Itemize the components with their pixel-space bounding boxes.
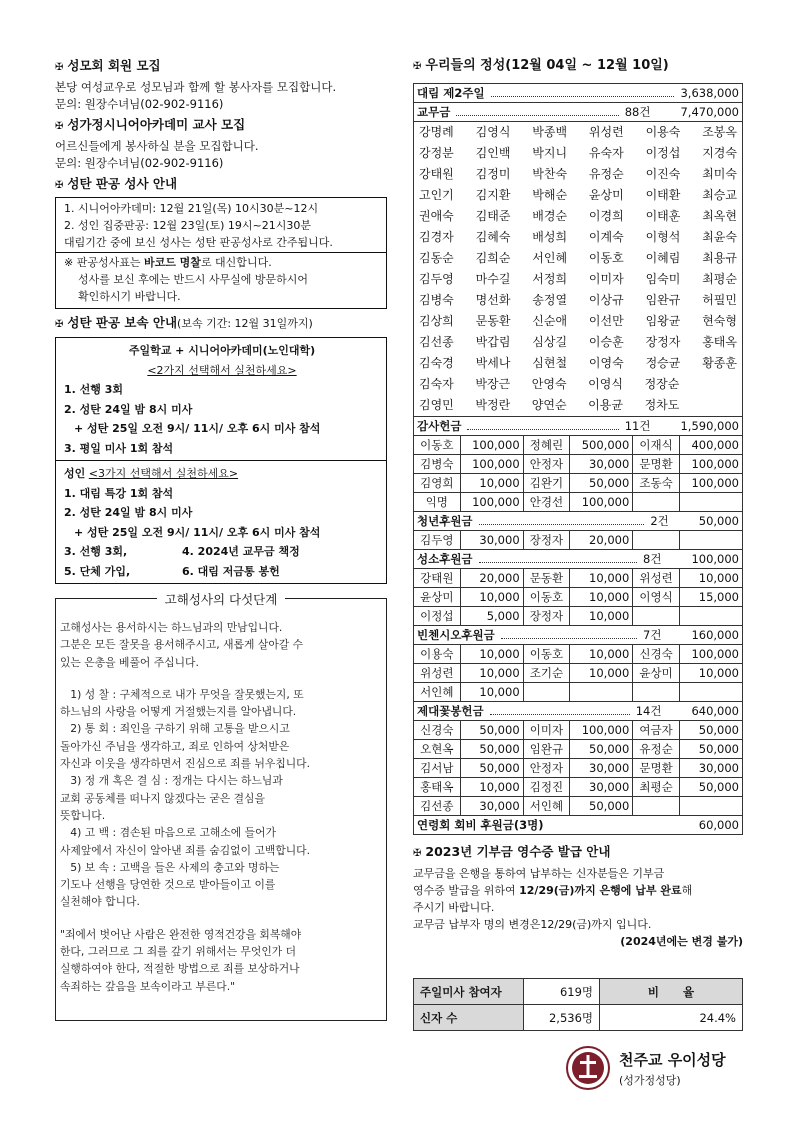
donor-name: 문명환: [633, 455, 680, 474]
table-row: [414, 664, 743, 683]
text-line: 하느님의 사랑을 어떻게 거절했는지를 알아냅니다.: [60, 705, 297, 719]
receipt-line: 교무금 납부자 명의 변경은12/29(금)까지 입니다.: [413, 918, 652, 931]
donor-amount: 100,000: [570, 493, 633, 512]
donor-name: 김영희: [414, 474, 461, 493]
church-seal-icon: [565, 1045, 611, 1091]
donor-amount: 30,000: [570, 778, 633, 797]
donor-name: [633, 531, 680, 550]
list-item: 김병숙 명선화 송정열 이상규 임완규 허필민: [419, 293, 737, 307]
penance-item: 2. 성탄 24일 밤 8시 미사: [64, 402, 193, 416]
table-row: [414, 797, 743, 816]
advent-header: 대림 제2주일 3,638,000: [414, 84, 743, 103]
confession-line: 2. 성인 집중판공: 12월 23일(토) 19시~21시30분: [64, 219, 311, 232]
donor-amount: 50,000: [679, 778, 742, 797]
receipt-line: 영수증 발급을 위하여 12/29(금)까지 은행에 납부 완료해: [413, 884, 693, 897]
donor-name: [633, 493, 680, 512]
list-item: 강태원 김정미 박찬숙 유정순 이진숙 최미숙: [419, 167, 737, 181]
donor-name: [523, 683, 570, 702]
offerings-table: [413, 83, 743, 835]
donor-name: 김선종: [414, 797, 461, 816]
penance-item: 3. 선행 3회, 4. 2024년 교무금 책정: [64, 545, 300, 558]
donor-name: 안경선: [523, 493, 570, 512]
donor-name: 이동호: [414, 436, 461, 455]
recruit2-contact: 문의: 원장수녀님(02-902-9116): [55, 156, 224, 170]
donor-name: 위성련: [414, 664, 461, 683]
table-row: [414, 740, 743, 759]
divider: [56, 252, 386, 253]
table-row: [414, 493, 743, 512]
recruit1-contact: 문의: 원장수녀님(02-902-9116): [55, 97, 224, 111]
donor-name: 이용숙: [414, 645, 461, 664]
text-line: 돌아가신 주님을 생각하고, 죄로 인하여 상처받은: [60, 739, 290, 753]
spacer: [60, 911, 382, 926]
receipt-line: 주시기 바랍니다.: [413, 901, 495, 914]
altar-header: 제대꽃봉헌금 14건 640,000: [414, 702, 743, 721]
five-steps-body: [60, 599, 382, 995]
donor-amount: 10,000: [570, 607, 633, 626]
donor-name: 장정자: [523, 607, 570, 626]
quote-line: 한다, 그러므로 그 죄를 갚기 위해서는 무엇인가 더: [60, 945, 297, 959]
text-line: 기도나 선행을 당연한 것으로 받아들이고 이를: [60, 878, 276, 892]
confession-title: ✠ 성탄 판공 성사 안내: [55, 176, 178, 191]
donor-amount: 50,000: [460, 759, 523, 778]
donor-name: 서인혜: [523, 797, 570, 816]
receipt-line: 교무금을 은행을 통하여 납부하는 신자분들은 기부금: [413, 867, 665, 880]
donor-amount: 10,000: [460, 474, 523, 493]
donor-amount: 50,000: [679, 721, 742, 740]
donor-name: 신경숙: [414, 721, 461, 740]
donor-amount: 10,000: [679, 569, 742, 588]
donor-name: 장정자: [523, 531, 570, 550]
donor-amount: 10,000: [460, 645, 523, 664]
donor-amount: 400,000: [679, 436, 742, 455]
confession-line: 대림기간 중에 보신 성사는 성탄 판공성사로 간주됩니다.: [64, 236, 333, 249]
text-line: 2) 통 회 : 죄인을 구하기 위해 고통을 받으시고: [60, 722, 290, 736]
receipt-line: (2024년에는 변경 불가): [620, 935, 743, 948]
attendance-table: [413, 978, 743, 1031]
penance-youth: [56, 338, 386, 460]
cross-icon: ✠: [413, 848, 422, 859]
text-line: 그분은 모든 잘못을 용서해주시고, 새롭게 살아갈 수: [60, 638, 304, 652]
donor-name: [633, 683, 680, 702]
donor-amount: [679, 607, 742, 626]
donor-amount: 50,000: [679, 740, 742, 759]
table-row: [414, 721, 743, 740]
donor-name: 김병숙: [414, 455, 461, 474]
text-line: 실천해야 합니다.: [60, 895, 140, 909]
donor-name: 이영식: [633, 588, 680, 607]
donor-name: 이미자: [523, 721, 570, 740]
penance-youth-title: 주일학교 + 시니어아카데미(노인대학): [128, 344, 316, 357]
donor-amount: [679, 797, 742, 816]
cross-icon: ✠: [55, 62, 64, 73]
donor-name: 최평순: [633, 778, 680, 797]
penance-item: + 성탄 25일 오전 9시/ 11시/ 오후 6시 미사 참석: [74, 422, 321, 435]
donor-name: 문동환: [523, 569, 570, 588]
table-row: [414, 759, 743, 778]
donor-amount: 50,000: [570, 797, 633, 816]
donor-name: 홍태옥: [414, 778, 461, 797]
text-line: 교회 공동체를 떠나지 않겠다는 굳은 결심을: [60, 791, 265, 805]
donor-amount: 100,000: [570, 721, 633, 740]
penance-item: + 성탄 25일 오전 9시/ 11시/ 오후 6시 미사 참석: [74, 525, 321, 539]
donor-name: 문명환: [633, 759, 680, 778]
penance-adult-title: 성인 <3가지 선택해서 실천하세요>: [64, 467, 239, 480]
donor-name: 이동호: [523, 645, 570, 664]
donor-name: 윤상미: [633, 664, 680, 683]
donor-name: [633, 797, 680, 816]
text-line: 사제앞에서 자신이 알아낸 죄를 숨김없이 고백합니다.: [60, 843, 311, 857]
text-line: 3) 정 개 혹은 결 심 : 정개는 다시는 하느님과: [60, 774, 283, 788]
five-steps-title: 고해성사의 다섯단계: [56, 590, 386, 608]
penance-item: 3. 평일 미사 1회 참석: [64, 441, 174, 455]
donor-amount: 10,000: [460, 664, 523, 683]
donor-name: 정혜린: [523, 436, 570, 455]
donor-amount: 30,000: [570, 759, 633, 778]
recruit2-title: ✠ 성가정시니어아카데미 교사 모집: [55, 117, 246, 132]
receipt-title: ✠ 2023년 기부금 영수증 발급 안내: [413, 844, 611, 859]
donor-amount: 10,000: [570, 569, 633, 588]
table-row: [414, 683, 743, 702]
donor-amount: 100,000: [460, 455, 523, 474]
donor-name: 김정진: [523, 778, 570, 797]
donor-name: 윤상미: [414, 588, 461, 607]
confession-line: 성사를 보신 후에는 반드시 사무실에 방문하시어: [78, 273, 309, 286]
donor-amount: 10,000: [570, 645, 633, 664]
logo-sub: (성가정성당): [619, 1073, 681, 1087]
donor-name: 여금자: [633, 721, 680, 740]
donor-name: 김완기: [523, 474, 570, 493]
donor-amount: 10,000: [460, 778, 523, 797]
logo-text: [619, 1049, 726, 1088]
list-item: 김선종 박갑림 심상길 이승훈 장정자 홍태옥: [419, 335, 737, 349]
confession-line: 확인하시기 바랍니다.: [78, 290, 181, 303]
list-item: 고인기 김지환 박해순 윤상미 이태환 최승교: [419, 188, 737, 202]
left-column: [55, 58, 387, 1021]
donor-name: 이재식: [633, 436, 680, 455]
donor-name: 익명: [414, 493, 461, 512]
list-item: 김영민 박정란 양연순 이용균 정차도: [419, 398, 680, 412]
donor-amount: 10,000: [570, 588, 633, 607]
donor-name: 조기순: [523, 664, 570, 683]
text-line: 고해성사는 용서하시는 하느님과의 만남입니다.: [60, 621, 283, 634]
donor-amount: 30,000: [460, 531, 523, 550]
donor-name: 유정순: [633, 740, 680, 759]
donor-amount: 15,000: [679, 588, 742, 607]
text-line: 있는 은총을 베풀어 주십니다.: [60, 655, 199, 669]
donor-name: 강태원: [414, 569, 461, 588]
donor-name: 조동숙: [633, 474, 680, 493]
donor-amount: 5,000: [460, 607, 523, 626]
right-column: [413, 58, 743, 1031]
list-item: 김동순 김희순 서인혜 이동호 이혜림 최용규: [419, 251, 737, 265]
donor-amount: 20,000: [460, 569, 523, 588]
donor-amount: 30,000: [679, 759, 742, 778]
donor-amount: 50,000: [570, 740, 633, 759]
donor-amount: [679, 531, 742, 550]
penance-adult: [56, 460, 386, 583]
donor-amount: 30,000: [460, 797, 523, 816]
dues-header: 교무금 88건 7,470,000: [414, 103, 743, 122]
spacer: [60, 671, 382, 686]
table-row: [414, 531, 743, 550]
table-row: [414, 455, 743, 474]
penance-youth-choose: <2가지 선택해서 실천하세요>: [147, 363, 297, 377]
text-line: 자신과 이웃을 생각하면서 진심으로 죄를 뉘우칩니다.: [60, 757, 311, 771]
members-value: 2,536명: [524, 1005, 600, 1031]
donor-amount: 100,000: [679, 455, 742, 474]
recruit1-title: ✠ 성모회 회원 모집: [55, 58, 161, 73]
donor-name: 김서남: [414, 759, 461, 778]
table-row: [414, 588, 743, 607]
penance-title: ✠ 성탄 판공 보속 안내(보속 기간: 12월 31일까지): [55, 315, 313, 330]
donor-amount: 50,000: [570, 474, 633, 493]
list-item: 강정분 김인백 박지니 유숙자 이정섭 지경숙: [419, 146, 737, 160]
offerings-title: ✠ 우리들의 정성(12월 04일 ~ 12월 10일): [413, 58, 669, 73]
donor-name: 안정자: [523, 759, 570, 778]
table-row: [414, 778, 743, 797]
vincent-header: 빈첸시오후원금 7건 160,000: [414, 626, 743, 645]
donor-amount: 20,000: [570, 531, 633, 550]
logo-main: 천주교 우이성당: [619, 1050, 726, 1069]
thanks-header: 감사헌금 11건 1,590,000: [414, 417, 743, 436]
confession-note: ※ 판공성사표는 바코드 명찰로 대신합니다.: [64, 256, 272, 269]
vocation-header: 성소후원금 8건 100,000: [414, 550, 743, 569]
donor-amount: 100,000: [679, 474, 742, 493]
donor-amount: [679, 493, 742, 512]
list-item: 강명례 김영식 박종백 위성련 이용숙 조봉옥: [419, 125, 737, 139]
text-line: 1) 성 찰 : 구체적으로 내가 무엇을 잘못했는지, 또: [60, 687, 304, 701]
receipt-notice: [413, 844, 743, 950]
donor-amount: [570, 683, 633, 702]
donor-amount: 10,000: [460, 683, 523, 702]
mass-value: 619명: [524, 979, 600, 1005]
text-line: 5) 보 속 : 고백을 들은 사제의 충고와 명하는: [60, 860, 280, 874]
list-item: 권애숙 김태준 배경순 이경희 이태훈 최옥현: [419, 209, 737, 223]
donor-amount: 50,000: [460, 721, 523, 740]
text-line: 4) 고 백 : 겸손된 마음으로 고해소에 들어가: [60, 826, 276, 840]
donor-name: [633, 607, 680, 626]
donor-name: 이정섭: [414, 607, 461, 626]
donor-amount: 10,000: [570, 664, 633, 683]
donor-name: 서인혜: [414, 683, 461, 702]
list-item: 김상희 문동환 신순애 이선만 임왕균 현숙형: [419, 314, 737, 328]
cross-icon: ✠: [413, 61, 422, 72]
list-item: 김숙자 박장근 안영숙 이영식 정장순: [419, 377, 680, 391]
donor-name: 위성련: [633, 569, 680, 588]
text-line: 뜻합니다.: [60, 808, 106, 822]
penance-item: 2. 성탄 24일 밤 8시 미사: [64, 506, 193, 519]
confession-box: [55, 197, 387, 309]
penance-item: 1. 선행 3회: [64, 383, 124, 396]
ratio-label: 비 율: [600, 979, 743, 1005]
donor-name: 신경숙: [633, 645, 680, 664]
ratio-value: 24.4%: [600, 1005, 743, 1031]
quote-line: 속죄하는 갚음을 보속이라고 부른다.": [60, 979, 236, 993]
table-row: [414, 474, 743, 493]
cross-icon: ✠: [55, 319, 64, 330]
penance-item: 1. 대림 특강 1회 참석: [64, 486, 174, 500]
confession-line: 1. 시니어아카데미: 12월 21일(목) 10시30분~12시: [64, 202, 319, 215]
union-header: 연령회 회비 후원금(3명) 60,000: [414, 816, 743, 835]
donor-name: 김두영: [414, 531, 461, 550]
donor-amount: 10,000: [460, 588, 523, 607]
donor-amount: 10,000: [679, 664, 742, 683]
dues-names: [414, 122, 743, 417]
cross-icon: ✠: [55, 121, 64, 132]
quote-line: 실행하여야 한다, 적절한 방법으로 죄를 보상하거나: [60, 962, 300, 976]
donor-amount: 500,000: [570, 436, 633, 455]
penance-item: 5. 단체 가입, 6. 대림 저금통 봉헌: [64, 564, 280, 578]
table-row: [414, 436, 743, 455]
donor-name: 임완규: [523, 740, 570, 759]
list-item: 김두영 마수길 서정희 이미자 임숙미 최평순: [419, 272, 737, 286]
list-item: 김숙경 박세나 심현철 이영숙 정승균 황종훈: [419, 356, 737, 370]
recruit2-text: 어르신들에게 봉사하실 분을 모집합니다.: [55, 139, 259, 153]
mass-label: 주일미사 참여자: [414, 979, 524, 1005]
donor-amount: 50,000: [460, 740, 523, 759]
donor-amount: 100,000: [460, 436, 523, 455]
donor-amount: [679, 683, 742, 702]
members-label: 신자 수: [414, 1005, 524, 1031]
cross-icon: ✠: [55, 180, 64, 191]
donor-amount: 30,000: [570, 455, 633, 474]
recruit1-text: 본당 여성교우로 성모님과 함께 할 봉사자를 모집합니다.: [55, 80, 337, 94]
five-steps-box: [55, 592, 387, 1021]
donor-amount: 100,000: [460, 493, 523, 512]
quote-line: "죄에서 벗어난 사람은 완전한 영적건강을 회복해야: [60, 927, 302, 941]
donor-name: 안정자: [523, 455, 570, 474]
donor-name: 이동호: [523, 588, 570, 607]
table-row: [414, 607, 743, 626]
table-row: [414, 569, 743, 588]
list-item: 김경자 김혜숙 배성희 이계숙 이형석 최윤숙: [419, 230, 737, 244]
table-row: [414, 645, 743, 664]
penance-box: [55, 337, 387, 584]
donor-amount: 100,000: [679, 645, 742, 664]
parish-logo: [565, 1045, 726, 1091]
youth-header: 청년후원금 2건 50,000: [414, 512, 743, 531]
donor-name: 오현옥: [414, 740, 461, 759]
